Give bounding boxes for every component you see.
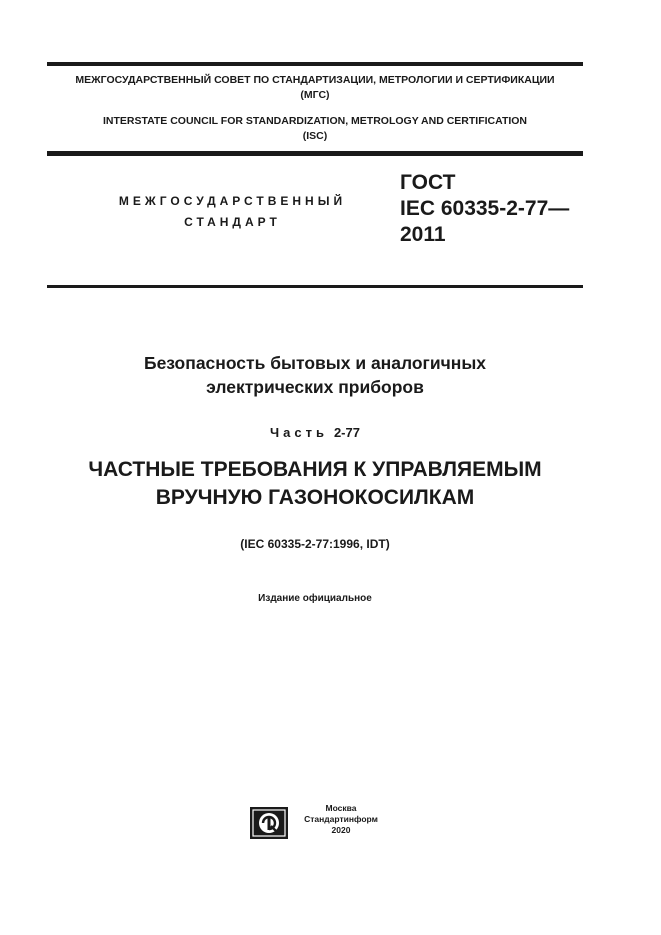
gost-label: ГОСТ (400, 171, 456, 194)
standard-type-line2: СТАНДАРТ (184, 215, 281, 229)
publisher-year: 2020 (331, 825, 351, 835)
council-en-abbr: (ISC) (302, 130, 328, 142)
document-subtitle-line2: ВРУЧНУЮ ГАЗОНОКОСИЛКАМ (155, 486, 475, 509)
standard-number: IEC 60335-2-77— (400, 197, 570, 220)
standard-designation (400, 170, 569, 248)
top-rule (47, 62, 583, 66)
document-title-line1: Безопасность бытовых и аналогичных (143, 353, 487, 373)
document-subtitle-line1: ЧАСТНЫЕ ТРЕБОВАНИЯ К УПРАВЛЯЕМЫМ (88, 458, 542, 481)
iec-reference: (IEC 60335-2-77:1996, IDT) (240, 537, 390, 551)
edition-note: Издание официальное (258, 593, 372, 604)
standard-type (100, 191, 365, 233)
standard-type-line1: МЕЖГОСУДАРСТВЕННЫЙ (118, 194, 347, 208)
part-word: Часть (270, 425, 328, 440)
part-number: 2-77 (333, 425, 360, 440)
council-en-name: INTERSTATE COUNCIL FOR STANDARDIZATION, METROLOGY AND CERTIFICATION (102, 115, 528, 127)
publisher-name: Стандартинформ (304, 814, 378, 824)
council-ru (47, 73, 583, 103)
council-ru-name: МЕЖГОСУДАРСТВЕННЫЙ СОВЕТ ПО СТАНДАРТИЗАЦИИ, МЕТРОЛОГИИ И СЕРТИФИКАЦИИ (75, 74, 555, 86)
council-en (47, 114, 583, 144)
council-ru-abbr: (МГС) (300, 89, 330, 101)
publisher-city: Москва (325, 803, 357, 813)
bottom-rule (47, 285, 583, 288)
document-title (47, 351, 583, 399)
part-designation (47, 425, 583, 440)
standartinform-logo-icon (249, 806, 289, 840)
standard-year: 2011 (400, 223, 446, 246)
middle-rule (47, 151, 583, 156)
publisher-imprint (296, 803, 386, 836)
document-subtitle (47, 456, 583, 512)
document-title-line2: электрических приборов (206, 377, 424, 397)
